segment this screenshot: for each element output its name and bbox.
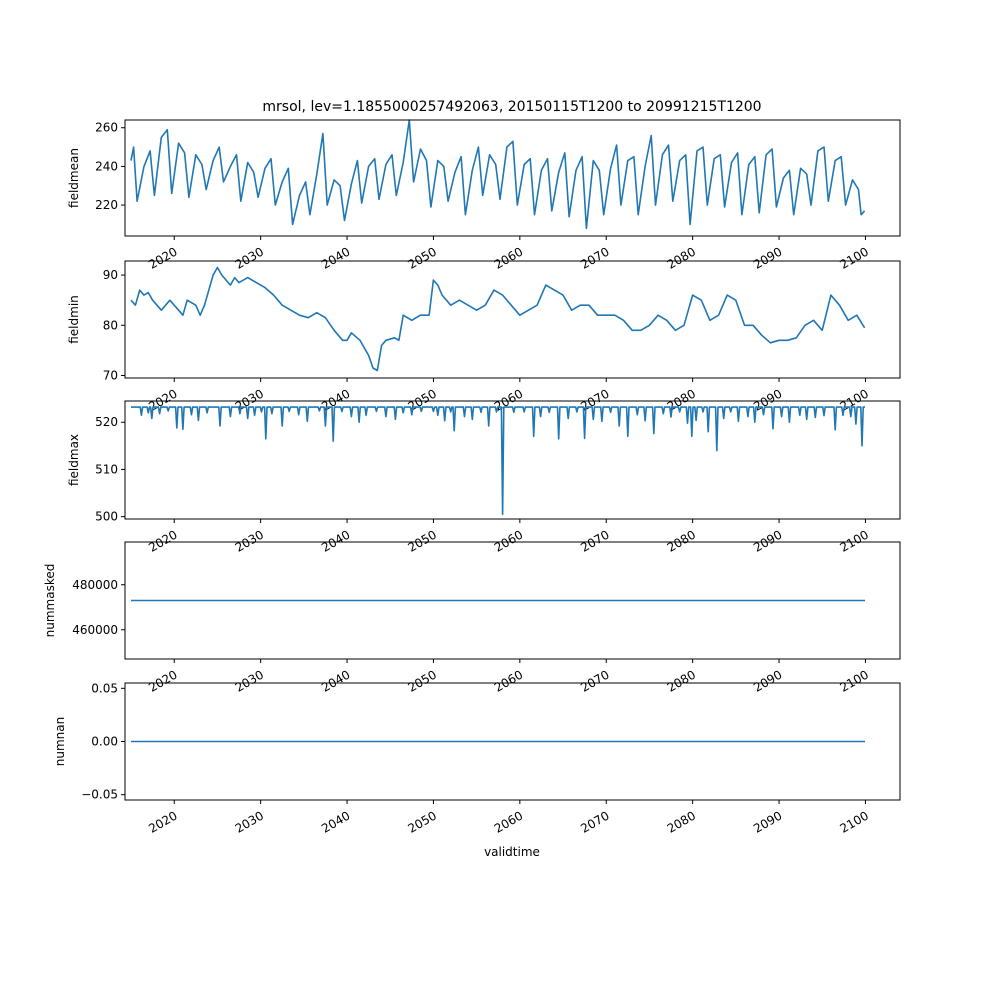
x-tick-label: 2040 [319, 667, 353, 695]
x-tick-label: 2040 [319, 808, 353, 836]
x-tick-label: 2080 [664, 244, 699, 272]
x-tick-label: 2050 [405, 808, 439, 836]
x-tick-label: 2090 [751, 808, 785, 836]
y-tick-label: 260 [95, 120, 118, 135]
x-tick-label: 2020 [146, 667, 180, 695]
y-tick-label: 240 [95, 159, 118, 174]
x-tick-label: 2090 [751, 386, 785, 414]
x-tick-label: 2060 [491, 386, 526, 414]
y-tick-label: 510 [95, 462, 118, 477]
x-tick-label: 2090 [751, 527, 785, 555]
y-tick-label: 90 [102, 268, 118, 283]
y-tick-label: 460000 [72, 622, 118, 637]
x-tick-label: 2070 [578, 808, 612, 836]
x-tick-label: 2050 [405, 667, 439, 695]
y-axis-label: numnan [53, 716, 67, 767]
x-tick-label: 2070 [578, 527, 612, 555]
x-tick-label: 2040 [319, 527, 353, 555]
y-axis-label: fieldmean [67, 148, 81, 208]
x-tick-label: 2070 [578, 667, 612, 695]
x-tick-label: 2060 [491, 667, 526, 695]
x-tick-label: 2040 [319, 244, 353, 272]
x-tick-label: 2060 [491, 808, 526, 836]
x-tick-label: 2040 [319, 386, 353, 414]
y-axis-label: fieldmin [67, 295, 81, 344]
x-tick-label: 2100 [837, 244, 871, 272]
x-tick-label: 2080 [664, 808, 699, 836]
y-axis-label: fieldmax [67, 433, 81, 487]
y-tick-label: 70 [102, 368, 118, 383]
x-tick-label: 2050 [405, 244, 439, 272]
x-tick-label: 2070 [578, 386, 612, 414]
y-tick-label: 80 [102, 318, 118, 333]
x-tick-label: 2060 [491, 244, 526, 272]
x-tick-label: 2030 [232, 527, 267, 555]
y-tick-label: 220 [95, 198, 118, 213]
y-tick-label: 0.05 [91, 681, 118, 696]
x-tick-label: 2070 [578, 244, 612, 272]
y-tick-label: 0.00 [91, 734, 118, 749]
x-tick-label: 2100 [837, 808, 871, 836]
x-axis-label: validtime [484, 845, 540, 859]
x-tick-label: 2030 [232, 386, 267, 414]
y-tick-label: 480000 [72, 577, 118, 592]
x-tick-label: 2100 [837, 667, 871, 695]
x-tick-label: 2050 [405, 527, 439, 555]
x-tick-label: 2100 [837, 386, 871, 414]
x-tick-label: 2080 [664, 667, 699, 695]
x-tick-label: 2020 [146, 386, 180, 414]
x-tick-label: 2030 [232, 667, 267, 695]
y-tick-label: −0.05 [81, 787, 118, 802]
x-tick-label: 2020 [146, 527, 180, 555]
x-tick-label: 2080 [664, 386, 699, 414]
x-tick-label: 2030 [232, 808, 267, 836]
y-tick-label: 500 [95, 509, 118, 524]
x-tick-label: 2060 [491, 527, 526, 555]
y-axis-label: nummasked [43, 563, 57, 638]
y-tick-label: 520 [95, 415, 118, 430]
x-tick-label: 2020 [146, 808, 180, 836]
x-tick-label: 2050 [405, 386, 439, 414]
x-tick-label: 2090 [751, 244, 785, 272]
x-tick-label: 2030 [232, 244, 267, 272]
x-tick-label: 2090 [751, 667, 785, 695]
chart-title: mrsol, lev=1.1855000257492063, 20150115T1200 to 20991215T1200 [262, 99, 762, 115]
x-tick-label: 2080 [664, 527, 699, 555]
x-tick-label: 2020 [146, 244, 180, 272]
x-tick-label: 2100 [837, 527, 871, 555]
